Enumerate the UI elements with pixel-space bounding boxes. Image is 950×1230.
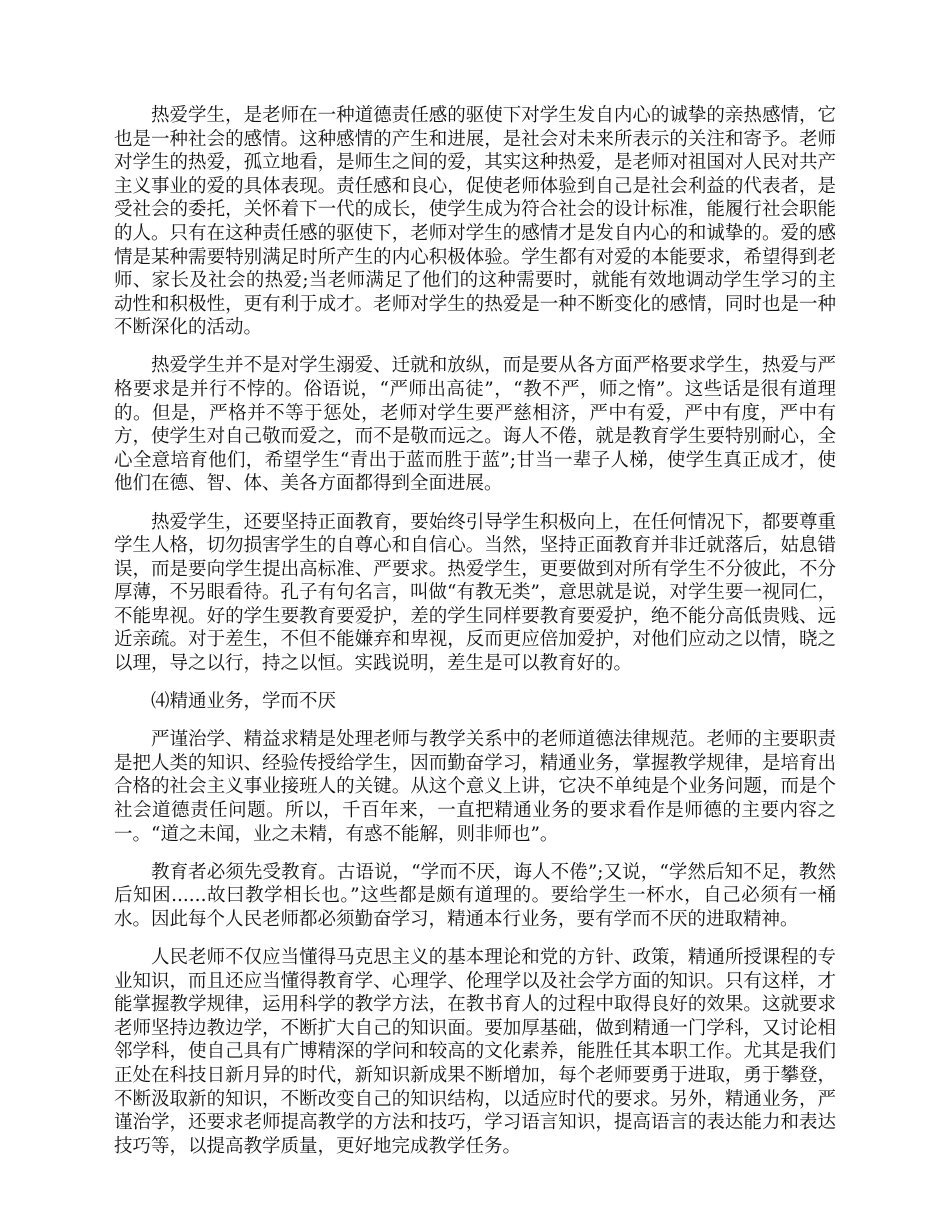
paragraph-rigorous-scholarship: 严谨治学、精益求精是处理老师与教学关系中的老师道德法律规范。老师的主要职责是把人类的知识、经验传授给学生，因而勤奋学习，精通业务，掌握教学规律，是培育出合格的社会主义事业接班人的关键。从这个意义上讲，它决不单纯是个业务问题，而是个社会道德责任问题。所以，千百年来，一直把精通业务的要求看作是师德的主要内容之一。“道之未闻，业之未精，有惑不能解，则非师也”。 (114, 729, 836, 845)
paragraph-strict-requirements: 热爱学生并不是对学生溺爱、迁就和放纵，而是要从各方面严格要求学生，热爱与严格要求是并行不悖的。俗语说，“严师出高徒”，“教不严，师之惰”。这些话是很有道理的。但是，严格并不等于惩处，老师对学生要严慈相济，严中有爱，严中有度，严中有方，使学生对自己敬而爱之，而不是敬而远之。诲人不倦，就是教育学生要特别耐心，全心全意培育他们，希望学生“青出于蓝而胜于蓝”;甘当一辈子人梯，使学生真正成才，使他们在德、智、体、美各方面都得到全面进展。 (114, 355, 836, 495)
paragraph-broad-knowledge: 人民老师不仅应当懂得马克思主义的基本理论和党的方针、政策，精通所授课程的专业知识，而且还应当懂得教育学、心理学、伦理学以及社会学方面的知识。只有这样，才能掌握教学规律，运用科学的教学方法，在教书育人的过程中取得良好的效果。这就要求老师坚持边教边学，不断扩大自己的知识面。要加厚基础，做到精通一门学科，又讨论相邻学科，使自己具有广博精深的学问和较高的文化素养，能胜任其本职工作。尤其是我们正处在科技日新月异的时代，新知识新成果不断增加，每个老师要勇于进取，勇于攀登，不断汲取新的知识，不断改变自己的知识结构，以适应时代的要求。另外，精通业务，严谨治学，还要求老师提高教学的方法和技巧，学习语言知识，提高语言的表达能力和表达技巧等，以提高教学质量，更好地完成教学任务。 (114, 947, 836, 1157)
document-page (114, 104, 836, 1173)
paragraph-positive-education: 热爱学生，还要坚持正面教育，要始终引导学生积极向上，在任何情况下，都要尊重学生人格，切勿损害学生的自尊心和自信心。当然，坚持正面教育并非迁就落后，姑息错误，而是要向学生提出高标准、严要求。热爱学生，更要做到对所有学生不分彼此，不分厚薄，不另眼看待。孔子有句名言，叫做“有教无类”，意思就是说，对学生要一视同仁，不能卑视。好的学生要教育要爱护，差的学生同样要教育要爱护，绝不能分高低贵贱、远近亲疏。对于差生，不但不能嫌弃和卑视，反而更应倍加爱护，对他们应动之以情，晓之以理，导之以行，持之以恒。实践说明，差生是可以教育好的。 (114, 511, 836, 675)
paragraph-educator-educated: 教育者必须先受教育。古语说，“学而不厌，诲人不倦”;又说，“学然后知不足，教然后知困......故曰教学相长也。”这些都是颇有道理的。要给学生一杯水，自己必须有一桶水。因此每个人民老师都必须勤奋学习，精通本行业务，要有学而不厌的进取精神。 (114, 861, 836, 930)
section-heading: ⑷精通业务，学而不厌 (151, 691, 337, 713)
paragraph-love-students: 热爱学生，是老师在一种道德责任感的驱使下对学生发自内心的诚挚的亲热感情，它也是一种社会的感情。这种感情的产生和进展，是社会对未来所表示的关注和寄予。老师对学生的热爱，孤立地看，是师生之间的爱，其实这种热爱，是老师对祖国对人民对共产主义事业的爱的具体表现。责任感和良心，促使老师体验到自己是社会利益的代表者，是受社会的委托，关怀着下一代的成长，使学生成为符合社会的设计标准，能履行社会职能的人。只有在这种责任感的驱使下，老师对学生的感情才是发自内心的和诚挚的。爱的感情是某种需要特别满足时所产生的内心积极体验。学生都有对爱的本能要求，希望得到老师、家长及社会的热爱;当老师满足了他们的这种需要时，就能有效地调动学生学习的主动性和积极性，更有利于成才。老师对学生的热爱是一种不断变化的感情，同时也是一种不断深化的活动。 (114, 105, 836, 339)
